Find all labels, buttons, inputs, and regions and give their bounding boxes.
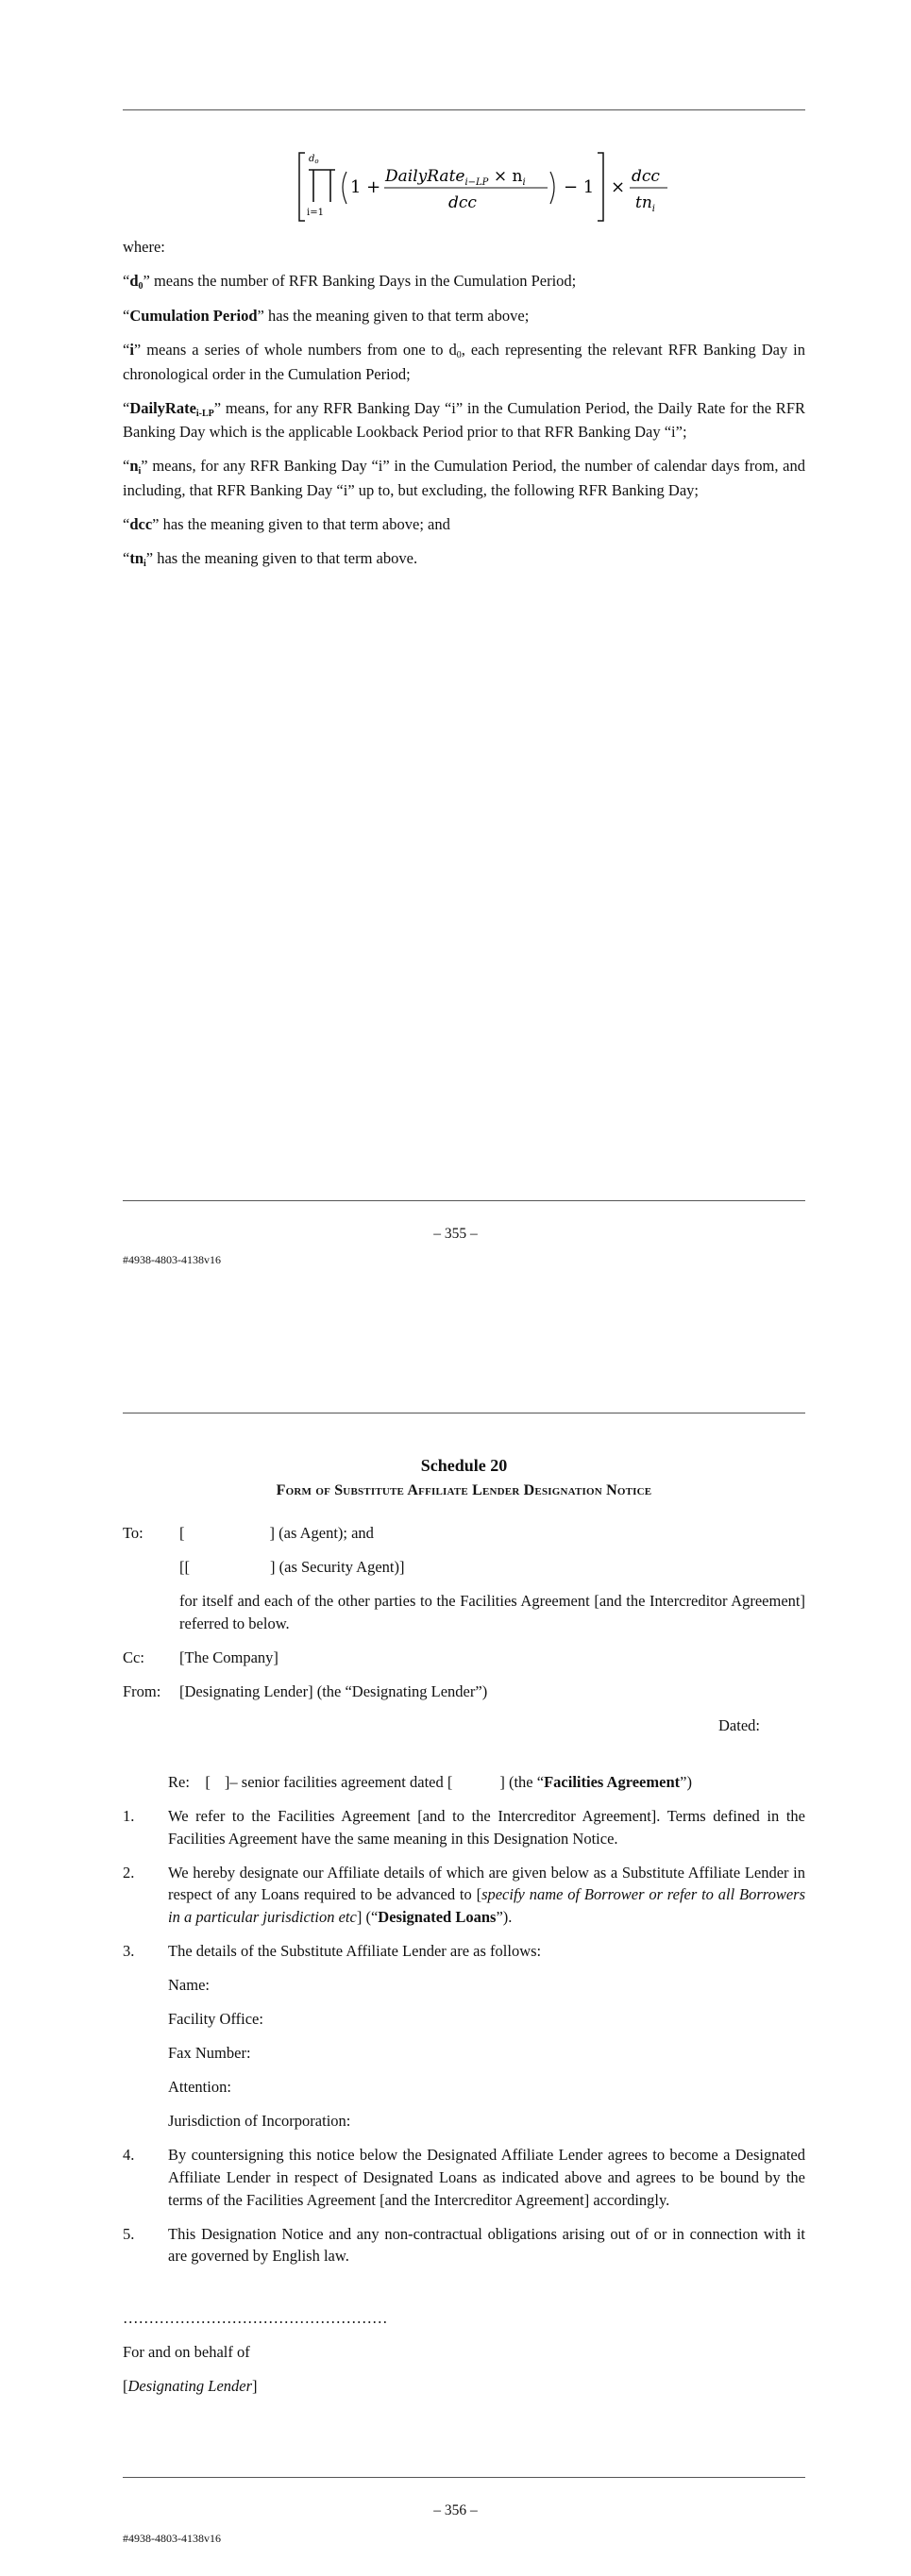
def-dailyrate: “DailyRate$_{i-LP}$” means, for any RFR Banking Day “i” in the Cumulation Period, the Daily Rate for the RFR Banking Day which is the applicable Lookback Period prior to that RFR Banking Day “i”; — [123, 398, 805, 442]
for-and-on-behalf: For and on behalf of — [123, 2343, 250, 2362]
detail-name: Name: — [168, 1976, 210, 1995]
footer-rule — [123, 1200, 805, 1201]
page-number: – 355 – — [433, 1226, 478, 1242]
to-block — [123, 1522, 805, 1635]
where-label: where: — [123, 238, 165, 256]
definitions — [123, 236, 805, 582]
dated-label: Dated: — [718, 1715, 760, 1734]
formula-minus-one: − 1 — [564, 177, 595, 197]
cumulation-formula — [297, 149, 694, 225]
from-block — [123, 1681, 805, 1703]
def-i: “i” means a series of whole numbers from one to d0, each representing the relevant RFR Banking Day in chronological order in the Cumulation Period; — [123, 341, 805, 383]
top-rule — [123, 109, 805, 110]
to-agent: [ ] (as Agent); and — [179, 1524, 374, 1543]
schedule-subtitle: Form of Substitute Affiliate Lender Designation Notice — [276, 1482, 652, 1499]
clause-5: 5. This Designation Notice and any non-contractual obligations arising out of or in connection with it are governed by English law. — [123, 2224, 805, 2266]
to-parties: for itself and each of the other parties to the Facilities Agreement [and the Intercreditor Agreement] referred to below. — [179, 1592, 805, 1633]
formula-times: × — [611, 177, 626, 197]
def-dcc: “dcc” has the meaning given to that term above; and — [123, 514, 450, 533]
formula-denominator: dcc — [448, 193, 477, 212]
formula-one: 1 + — [350, 177, 381, 197]
page-356 — [0, 1406, 911, 2576]
schedule-body — [123, 1453, 805, 2409]
cc-label: Cc: — [123, 1648, 144, 1666]
clause-3: 3. The details of the Substitute Affiliate Lender are as follows: — [123, 1942, 542, 1961]
def-cumulation-period: “Cumulation Period” has the meaning given to that term above; — [123, 307, 530, 326]
from-value: [Designating Lender] (the “Designating Lender”) — [179, 1681, 488, 1700]
detail-fax-number: Fax Number: — [168, 2044, 251, 2063]
formula-frac2-num: dcc — [632, 167, 660, 186]
footer-rule — [123, 2477, 805, 2478]
clause-2: 2. We hereby designate our Affiliate details of which are given below as a Substitute Affiliate Lender in respect of any Loans required to be advanced to [specify name of Borrower or refer to all Borrowers in a particular jurisdiction etc] (“Designated Loans”). — [123, 1863, 805, 1927]
formula-numerator: DailyRate$_{i-LP}$ × $n_i$ — [385, 167, 526, 188]
to-label: To: — [123, 1524, 143, 1543]
to-security-agent: [[ ] (as Security Agent)] — [179, 1558, 405, 1577]
designating-lender: [Designating Lender] — [123, 2377, 258, 2396]
def-d0: “$d_0$” means the number of RFR Banking Days in the Cumulation Period; — [123, 271, 577, 292]
doc-reference: #4938-4803-4138v16 — [123, 1253, 221, 1266]
detail-jurisdiction: Jurisdiction of Incorporation: — [168, 2111, 351, 2130]
from-label: From: — [123, 1681, 161, 1700]
def-tni: “$tn_i$” has the meaning given to that term above. — [123, 548, 418, 569]
schedule-title: Schedule 20 — [420, 1456, 508, 1475]
detail-facility-office: Facility Office: — [168, 2010, 263, 2029]
cc-block — [123, 1647, 805, 1669]
clause-4: 4. By countersigning this notice below the Designated Affiliate Lender agrees to become a Designated Affiliate Lender in respect of Designated Loans as indicated above and agrees to be bound by the terms of the Facilities Agreement [and the Intercreditor Agreement] accordingly. — [123, 2145, 805, 2209]
doc-reference: #4938-4803-4138v16 — [123, 2532, 221, 2545]
cc-value: [The Company] — [179, 1648, 278, 1666]
re-line: Re: [ ]– senior facilities agreement dated [ ] (the “Facilities Agreement”) — [168, 1772, 692, 1791]
prod-upper: $d_o$ — [309, 154, 319, 165]
prod-lower: i=1 — [307, 208, 324, 218]
def-ni: “$n_i$” means, for any RFR Banking Day “i” in the Cumulation Period, the number of calendar days from, and including, that RFR Banking Day “i” up to, but excluding, the following RFR Banking Day; — [123, 457, 805, 499]
signature-line: …………………………………………… — [123, 2309, 388, 2328]
formula-frac2-den: $tn_i$ — [635, 193, 655, 214]
clause-1: 1. We refer to the Facilities Agreement [and to the Intercreditor Agreement]. Terms defined in the Facilities Agreement have the same meaning in this Designation Notice. — [123, 1806, 805, 1848]
detail-attention: Attention: — [168, 2077, 231, 2096]
page-number: – 356 – — [433, 2502, 478, 2518]
